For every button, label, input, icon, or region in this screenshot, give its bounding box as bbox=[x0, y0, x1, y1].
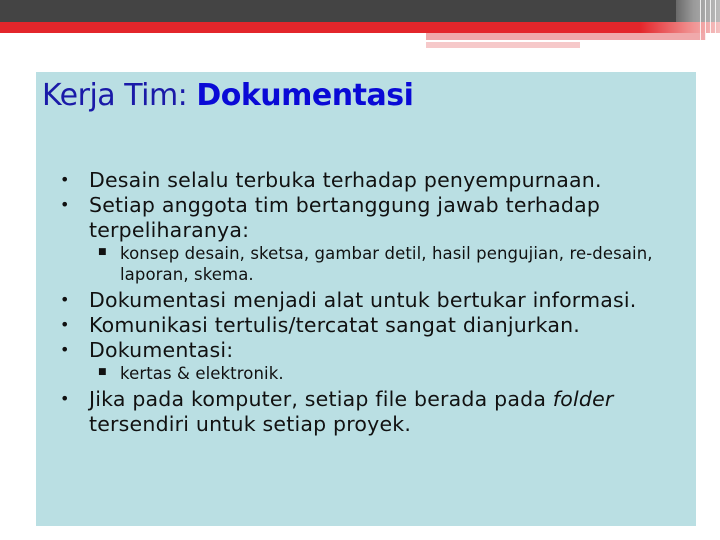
bullet-dot-icon: • bbox=[60, 389, 70, 408]
bullet-item bbox=[60, 193, 690, 243]
bullet-dot-icon: • bbox=[60, 170, 70, 189]
title-bold: Dokumentasi bbox=[196, 78, 414, 113]
square-bullet-icon: ■ bbox=[98, 247, 107, 257]
bullet-item bbox=[60, 168, 690, 193]
title-plain: Kerja Tim: bbox=[42, 78, 197, 113]
bullet-text-italic: folder bbox=[552, 387, 614, 411]
sub-bullet-text: konsep desain, sketsa, gambar detil, hasil pengujian, re-desain, laporan, skema. bbox=[120, 244, 653, 284]
sub-bullet-item bbox=[60, 363, 690, 384]
bullet-item bbox=[60, 387, 690, 437]
pink-accent-bar-small bbox=[426, 42, 580, 48]
bullet-text: Dokumentasi: bbox=[89, 338, 234, 362]
bullet-text-post: tersendiri untuk setiap proyek. bbox=[89, 412, 412, 436]
sub-bullet-text: kertas & elektronik. bbox=[120, 364, 284, 383]
bullet-text: Desain selalu terbuka terhadap penyempurnaan. bbox=[89, 168, 602, 192]
bullet-list bbox=[60, 168, 690, 437]
pink-accent-bar bbox=[426, 33, 706, 40]
bullet-text: Komunikasi tertulis/tercatat sangat dianjurkan. bbox=[89, 313, 581, 337]
sub-bullet-item bbox=[60, 243, 690, 285]
top-dark-bar bbox=[0, 0, 720, 22]
bullet-dot-icon: • bbox=[60, 315, 70, 334]
bullet-dot-icon: • bbox=[60, 195, 70, 214]
bullet-text-pre: Jika pada komputer, setiap file berada pada bbox=[89, 387, 553, 411]
bullet-item bbox=[60, 288, 690, 313]
accent-divider bbox=[426, 40, 666, 41]
bullet-item bbox=[60, 313, 690, 338]
bullet-dot-icon: • bbox=[60, 290, 70, 309]
square-bullet-icon: ■ bbox=[98, 367, 107, 377]
red-accent-bar bbox=[0, 22, 720, 33]
slide-title bbox=[42, 78, 413, 113]
decorative-lines bbox=[696, 0, 720, 48]
bullet-item bbox=[60, 338, 690, 363]
bullet-text: Dokumentasi menjadi alat untuk bertukar informasi. bbox=[89, 288, 637, 312]
bullet-dot-icon: • bbox=[60, 340, 70, 359]
bullet-text: Setiap anggota tim bertanggung jawab terhadap terpeliharanya: bbox=[89, 193, 601, 242]
